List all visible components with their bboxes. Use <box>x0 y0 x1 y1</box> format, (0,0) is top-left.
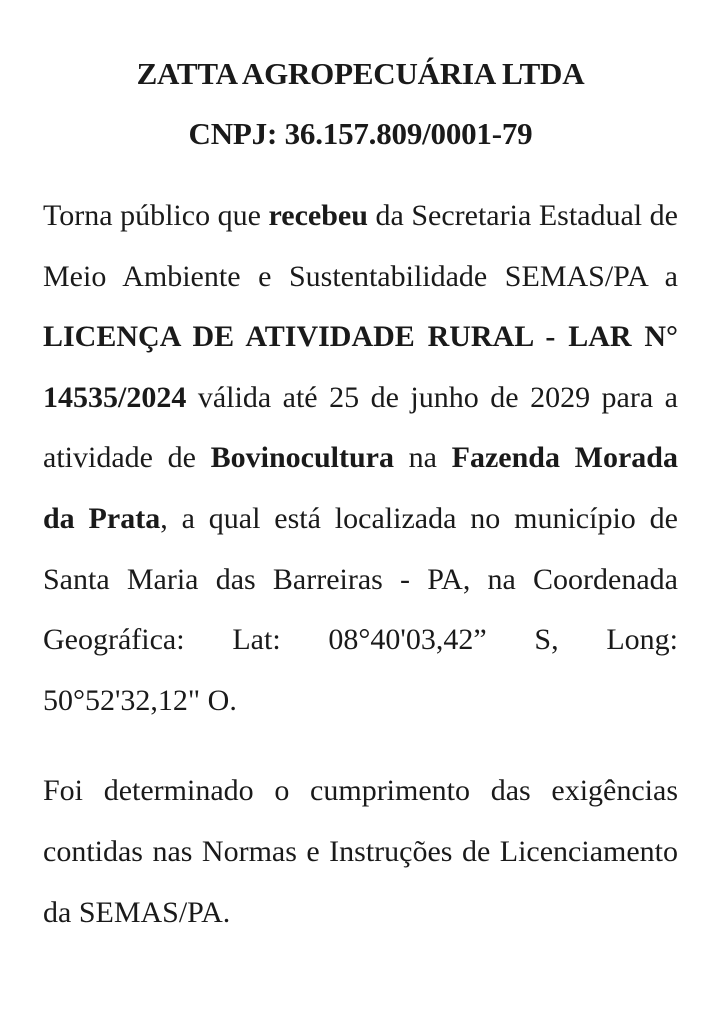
notice-text-agency: da Secretaria Estadual de Meio Ambiente e Sustentabilidade SEMAS/PA a <box>43 199 678 293</box>
notice-text-connector: na <box>393 441 452 475</box>
requirements-paragraph: Foi determinado o cumprimento das exigências contidas nas Normas e Instruções de Licenciamento da SEMAS/PA. <box>43 774 678 929</box>
notice-text-validity: válida até 25 de junho de 2029 para a atividade de <box>43 380 678 475</box>
notice-text-location: , a qual está localizada no município de Santa Maria das Barreiras - PA, na Coordenada Geográfica: Lat: 08°40'03,42” S, Long: 50°52'32,12" O. <box>43 501 678 717</box>
farm-name: Fazenda Morada da Prata <box>43 441 678 535</box>
license-notice-paragraph <box>43 186 678 731</box>
license-number: LICENÇA DE ATIVIDADE RURAL - LAR N° 14535/2024 <box>43 320 678 414</box>
company-cnpj: CNPJ: 36.157.809/0001-79 <box>188 116 533 151</box>
notice-received-word: recebeu <box>268 199 368 232</box>
notice-text-intro: Torna público que <box>43 199 269 232</box>
activity-name: Bovinocultura <box>210 441 394 475</box>
company-name: ZATTA AGROPECUÁRIA LTDA <box>136 56 585 91</box>
